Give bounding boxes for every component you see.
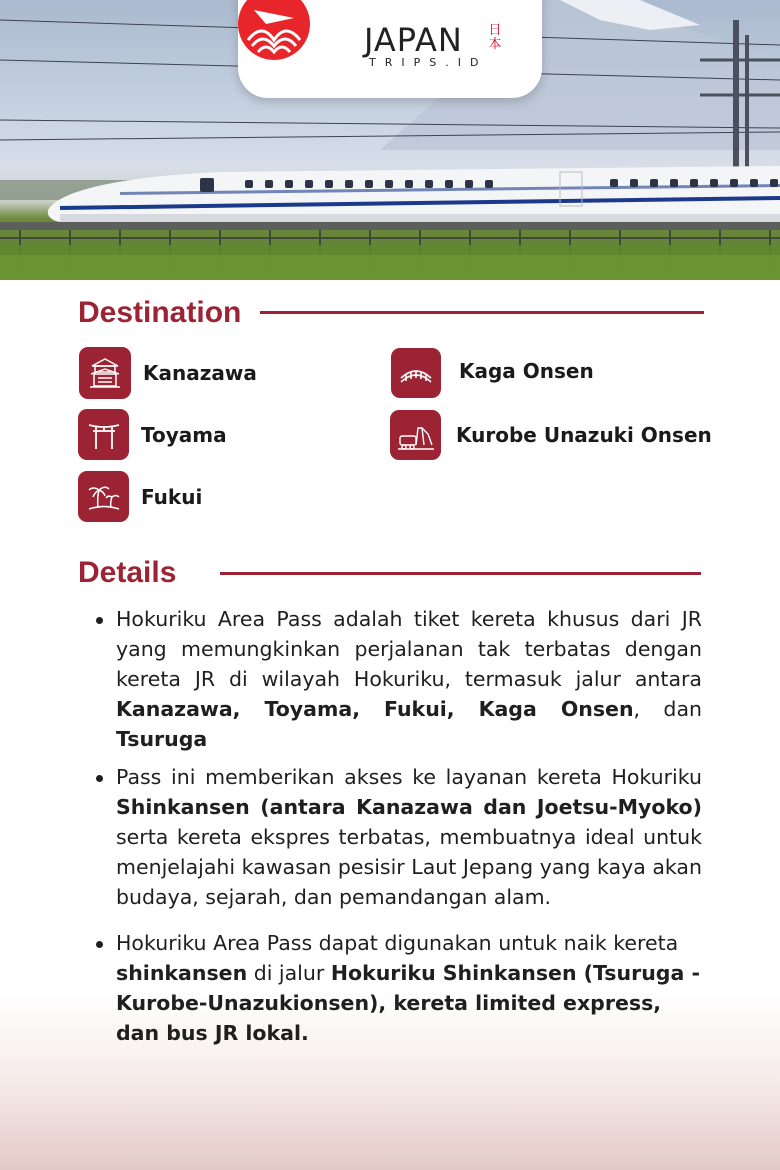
brand-subtitle: TRIPS.ID <box>369 56 488 69</box>
destination-label: Kaga Onsen <box>459 359 594 383</box>
destination-label: Fukui <box>141 484 203 509</box>
mountain-train-icon <box>390 410 441 460</box>
details-item: Hokuriku Area Pass adalah tiket kereta khusus dari JR yang memungkinkan perjalanan tak terbatas dengan kereta JR di wilayah Hokuriku, termasuk jalur antara Kanazawa, Toyama, Fukui, Kaga Onsen, dan Tsuruga <box>96 604 702 754</box>
details-item: Hokuriku Area Pass dapat digunakan untuk naik kereta shinkansen di jalur Hokuriku Shinkansen (Tsuruga - Kurobe-Unazukionsen), kereta limited express, dan bus JR lokal. <box>96 928 702 1048</box>
brand-logo-card <box>238 0 542 98</box>
castle-icon <box>79 347 131 399</box>
palm-island-icon <box>78 471 129 522</box>
bridge-icon <box>391 348 441 398</box>
destination-item-kaga-onsen <box>391 348 594 398</box>
brand-kanji: 日本 <box>488 23 502 52</box>
hero-train-photo <box>0 0 780 280</box>
details-title: Details <box>78 556 177 589</box>
destination-label: Toyama <box>141 422 227 447</box>
destination-divider <box>260 311 704 314</box>
destination-item-kurobe-unazuki-onsen <box>390 410 712 460</box>
details-divider <box>220 572 701 575</box>
torii-gate-icon <box>78 409 129 460</box>
destination-label: Kanazawa <box>143 361 257 385</box>
destination-item-toyama <box>78 409 227 460</box>
destination-label: Kurobe Unazuki Onsen <box>456 423 712 447</box>
japantrips-logo-icon <box>238 0 310 60</box>
destination-item-fukui <box>78 471 202 522</box>
details-list <box>96 604 702 1048</box>
brand-name: JAPAN <box>364 21 463 59</box>
destination-title: Destination <box>78 296 242 329</box>
details-item: Pass ini memberikan akses ke layanan kereta Hokuriku Shinkansen (antara Kanazawa dan Joetsu-Myoko) serta kereta ekspres terbatas, membuatnya ideal untuk menjelajahi kawasan pesisir Laut Jepang yang kaya akan budaya, sejarah, dan pemandangan alam. <box>96 762 702 912</box>
destination-item-kanazawa <box>79 347 257 399</box>
